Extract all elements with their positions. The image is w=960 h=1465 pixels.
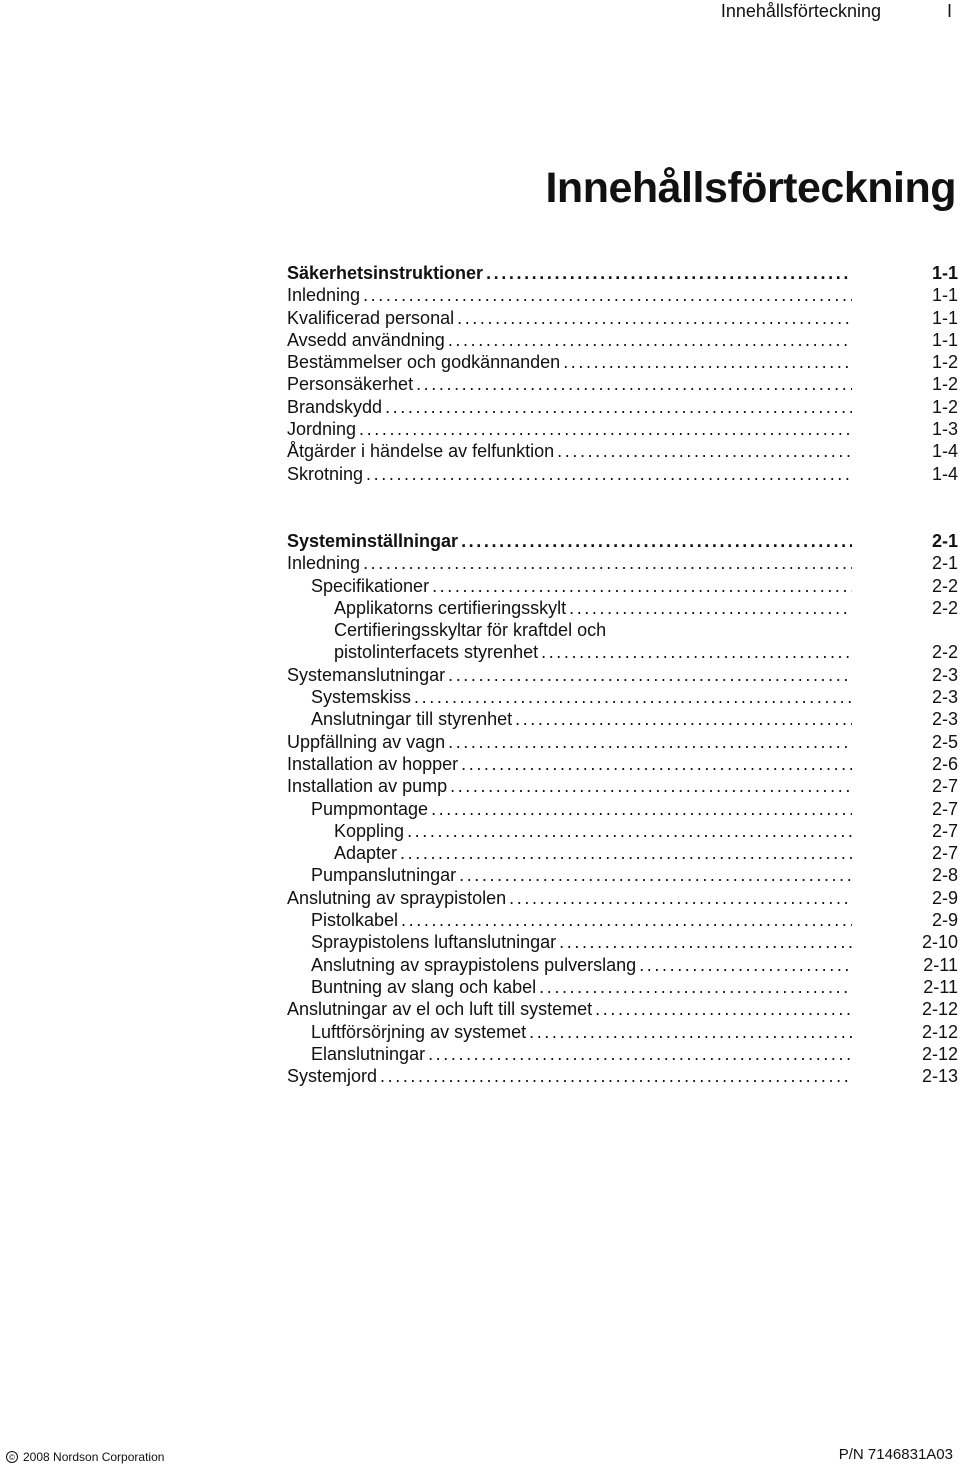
toc-entry-label: Buntning av slang och kabel <box>311 976 537 997</box>
toc-entry-page: 2-7 <box>931 843 958 864</box>
toc-entry <box>287 418 958 440</box>
toc-dot-leader <box>400 842 852 864</box>
toc-entry-page: 2-11 <box>923 954 958 975</box>
toc-entry-page: 1-1 <box>931 285 958 306</box>
toc-entry-page: 2-8 <box>931 865 958 886</box>
toc-dot-leader <box>407 820 852 842</box>
toc-entry-label-wrap <box>287 373 852 395</box>
toc-entry-label-wrap <box>287 753 852 775</box>
toc-entry-page: 2-10 <box>921 932 958 953</box>
toc-entry-label: Åtgärder i händelse av felfunktion <box>287 441 555 462</box>
toc-entry-page: 2-6 <box>931 753 958 774</box>
toc-entry-label-wrap <box>287 262 852 284</box>
toc-dot-leader <box>515 708 852 730</box>
toc-dot-leader <box>416 373 852 395</box>
toc-entry-page: 2-7 <box>931 798 958 819</box>
toc-entry-page: 2-12 <box>921 1021 958 1042</box>
toc-entry-page: 2-5 <box>931 731 958 752</box>
toc-entry-label-wrap <box>287 530 852 552</box>
toc-dot-leader <box>401 909 852 931</box>
toc-entry-label: Systemjord <box>287 1066 378 1087</box>
toc-entry-label: Brandskydd <box>287 396 383 417</box>
toc-entry-page: 2-3 <box>931 664 958 685</box>
toc-entry-label-wrap <box>311 954 852 976</box>
page-title: Innehållsförteckning <box>545 164 956 212</box>
toc-entry <box>287 284 958 306</box>
toc-entry <box>287 775 958 797</box>
toc-dot-leader <box>450 775 852 797</box>
toc-dot-leader <box>366 463 852 485</box>
toc-entry-page: 2-12 <box>921 999 958 1020</box>
toc-entry-label-wrap <box>287 396 852 418</box>
toc-entry <box>287 954 958 976</box>
toc-entry-label: Systeminställningar <box>287 531 459 551</box>
toc-entry-label-wrap <box>311 909 852 931</box>
toc-entry-label-wrap <box>287 731 852 753</box>
toc-dot-leader <box>539 976 852 998</box>
toc-entry-label: Pistolkabel <box>311 910 399 931</box>
toc-dot-leader <box>559 931 852 953</box>
toc-dot-leader <box>509 887 852 909</box>
toc-entry <box>287 262 958 284</box>
toc-entry-label: Inledning <box>287 285 361 306</box>
toc-entry-page: 2-9 <box>931 910 958 931</box>
toc-entry-label: Installation av pump <box>287 776 448 797</box>
toc-dot-leader <box>448 329 852 351</box>
toc-entry-label-wrap <box>287 552 852 574</box>
toc-entry-label-wrap <box>311 1043 852 1065</box>
toc-entry-page: 1-1 <box>931 329 958 350</box>
toc-entry-label-wrap <box>287 351 852 373</box>
toc-entry <box>287 976 958 998</box>
toc-entry <box>287 351 958 373</box>
toc-entry-label: Säkerhetsinstruktioner <box>287 263 484 283</box>
toc-entry-page: 2-2 <box>931 575 958 596</box>
toc-dot-leader <box>569 597 852 619</box>
toc-entry <box>287 798 958 820</box>
toc-entry-page: 2-7 <box>931 820 958 841</box>
toc-entry-page: 1-3 <box>931 419 958 440</box>
toc-entry-label-wrap <box>334 597 852 619</box>
toc-entry <box>287 575 958 597</box>
toc-entry <box>287 909 958 931</box>
toc-dot-leader <box>595 998 852 1020</box>
toc-entry <box>287 753 958 775</box>
toc-entry-page: 2-12 <box>921 1043 958 1064</box>
toc-entry <box>287 530 958 552</box>
toc-dot-leader <box>432 575 852 597</box>
footer-part-number: P/N 7146831A03 <box>838 1446 953 1463</box>
toc-entry <box>287 731 958 753</box>
toc-entry-label-wrap <box>311 1021 852 1043</box>
toc-dot-leader <box>431 798 852 820</box>
toc-entry-label-wrap <box>287 1065 852 1087</box>
toc-entry <box>287 463 958 485</box>
toc-entry-label: Pumpanslutningar <box>311 865 457 886</box>
toc-entry-label: Anslutning av spraypistolens pulverslang <box>311 954 637 975</box>
toc-entry-label: Anslutningar till styrenhet <box>311 709 513 730</box>
toc-entry-label-wrap <box>287 284 852 306</box>
toc-dot-leader <box>363 284 852 306</box>
toc-entry-page: 2-3 <box>931 709 958 730</box>
toc-entry-page: 2-1 <box>931 531 958 551</box>
toc-entry-label: Applikatorns certifieringsskylt <box>334 597 567 618</box>
toc-entry-label-wrap <box>287 463 852 485</box>
running-header-page-number: I <box>946 1 952 21</box>
toc-entry-label-wrap <box>334 820 852 842</box>
toc-entry-label: Avsedd användning <box>287 329 445 350</box>
toc-dot-leader <box>380 1065 852 1087</box>
toc-dot-leader <box>461 753 852 775</box>
toc-entry-label-wrap <box>287 664 852 686</box>
toc-entry-label: Luftförsörjning av systemet <box>311 1021 527 1042</box>
toc-entry-label: Koppling <box>334 820 405 841</box>
toc-dot-leader <box>557 440 852 462</box>
copyright-icon: © <box>6 1451 18 1463</box>
toc-entry <box>287 1065 958 1087</box>
toc-entry-label-wrap <box>287 998 852 1020</box>
toc-entry <box>287 864 958 886</box>
toc-entry-label-wrap <box>287 418 852 440</box>
toc-entry <box>287 1021 958 1043</box>
toc-dot-leader <box>359 418 852 440</box>
toc-entry-label-wrap <box>287 775 852 797</box>
toc-dot-leader <box>541 641 852 663</box>
toc-entry-page: 2-7 <box>931 776 958 797</box>
running-header <box>721 0 960 24</box>
toc-entry-label: Skrotning <box>287 463 364 484</box>
toc-entry-label: Elanslutningar <box>311 1043 426 1064</box>
toc-entry-label-wrap <box>311 708 852 730</box>
toc-dot-leader <box>428 1043 852 1065</box>
toc-dot-leader <box>385 396 852 418</box>
toc-entry-label-wrap <box>287 329 852 351</box>
toc-entry-label-line: Certifieringsskyltar för kraftdel och <box>334 620 607 641</box>
toc-entry-label: Kvalificerad personal <box>287 307 455 328</box>
toc-entry-label-wrap <box>311 575 852 597</box>
toc-entry <box>287 597 958 619</box>
toc-entry-label: Pumpmontage <box>311 798 429 819</box>
toc-entry <box>287 842 958 864</box>
toc-entry-label: Systemskiss <box>311 687 412 708</box>
toc-entry <box>287 887 958 909</box>
toc-entry-label-wrap <box>287 440 852 462</box>
toc-entry-label: Specifikationer <box>311 575 430 596</box>
toc-dot-leader <box>461 530 852 552</box>
toc-entry-label: pistolinterfacets styrenhet <box>334 642 539 663</box>
toc-entry <box>287 664 958 686</box>
toc-dot-leader <box>448 664 852 686</box>
toc-entry-label: Systemanslutningar <box>287 664 446 685</box>
toc-entry <box>287 440 958 462</box>
toc-entry <box>287 552 958 574</box>
toc-entry-label-wrap <box>334 842 852 864</box>
toc-dot-leader <box>459 864 852 886</box>
toc-dot-leader <box>639 954 852 976</box>
toc-entry-page: 1-4 <box>931 441 958 462</box>
toc-entry-page: 1-1 <box>931 263 958 283</box>
toc-dot-leader <box>563 351 852 373</box>
toc-entry-label: Personsäkerhet <box>287 374 414 395</box>
toc-entry-label: Installation av hopper <box>287 753 459 774</box>
toc-entry <box>287 329 958 351</box>
toc-entry-label-wrap <box>287 887 852 909</box>
toc-section-system-setup <box>287 530 958 1087</box>
toc-entry-label: Inledning <box>287 553 361 574</box>
toc-dot-leader <box>414 686 852 708</box>
toc-entry-label: Bestämmelser och godkännanden <box>287 352 561 373</box>
toc-entry-page: 2-1 <box>931 553 958 574</box>
toc-entry <box>287 1043 958 1065</box>
footer-copyright <box>6 1449 164 1465</box>
running-header-title: Innehållsförteckning <box>720 1 881 21</box>
toc-entry-label: Anslutning av spraypistolen <box>287 887 507 908</box>
toc-entry <box>287 307 958 329</box>
toc-entry-label: Spraypistolens luftanslutningar <box>311 932 557 953</box>
toc-entry <box>287 396 958 418</box>
toc-entry-label: Anslutningar av el och luft till systemet <box>287 999 593 1020</box>
toc-entry-page: 1-1 <box>931 307 958 328</box>
toc-dot-leader <box>486 262 852 284</box>
toc-entry-label: Adapter <box>334 843 398 864</box>
toc-entry-page: 2-9 <box>931 887 958 908</box>
toc-dot-leader <box>529 1021 852 1043</box>
toc-entry <box>287 708 958 730</box>
toc-entry-label: Jordning <box>287 419 357 440</box>
toc-section-safety <box>287 262 958 485</box>
toc-entry-label-wrap <box>311 798 852 820</box>
toc-entry <box>287 641 958 663</box>
toc-entry-page: 2-3 <box>931 687 958 708</box>
toc-entry-page: 1-2 <box>931 396 958 417</box>
toc-entry <box>287 820 958 842</box>
toc-entry <box>287 373 958 395</box>
toc-entry <box>287 931 958 953</box>
toc-entry-page: 1-2 <box>931 374 958 395</box>
toc-entry <box>287 686 958 708</box>
toc-entry-page: 2-2 <box>931 642 958 663</box>
toc-entry-page: 2-13 <box>921 1066 958 1087</box>
toc-entry-page: 1-2 <box>931 352 958 373</box>
toc-entry-page: 2-11 <box>923 976 958 997</box>
toc-entry-page: 2-2 <box>931 597 958 618</box>
toc-entry-label: Uppfällning av vagn <box>287 731 446 752</box>
toc-entry-label-wrap <box>311 931 852 953</box>
toc-entry-label-wrap <box>287 307 852 329</box>
toc-entry-page: 1-4 <box>931 463 958 484</box>
toc-entry-label-wrap <box>334 641 852 663</box>
toc-entry <box>287 998 958 1020</box>
toc-entry-label-wrap <box>311 976 852 998</box>
copyright-text: 2008 Nordson Corporation <box>23 1450 165 1464</box>
toc-entry-label-wrap <box>311 686 852 708</box>
toc-dot-leader <box>363 552 852 574</box>
toc-entry-label-wrap <box>311 864 852 886</box>
toc-dot-leader <box>457 307 852 329</box>
toc-dot-leader <box>448 731 852 753</box>
